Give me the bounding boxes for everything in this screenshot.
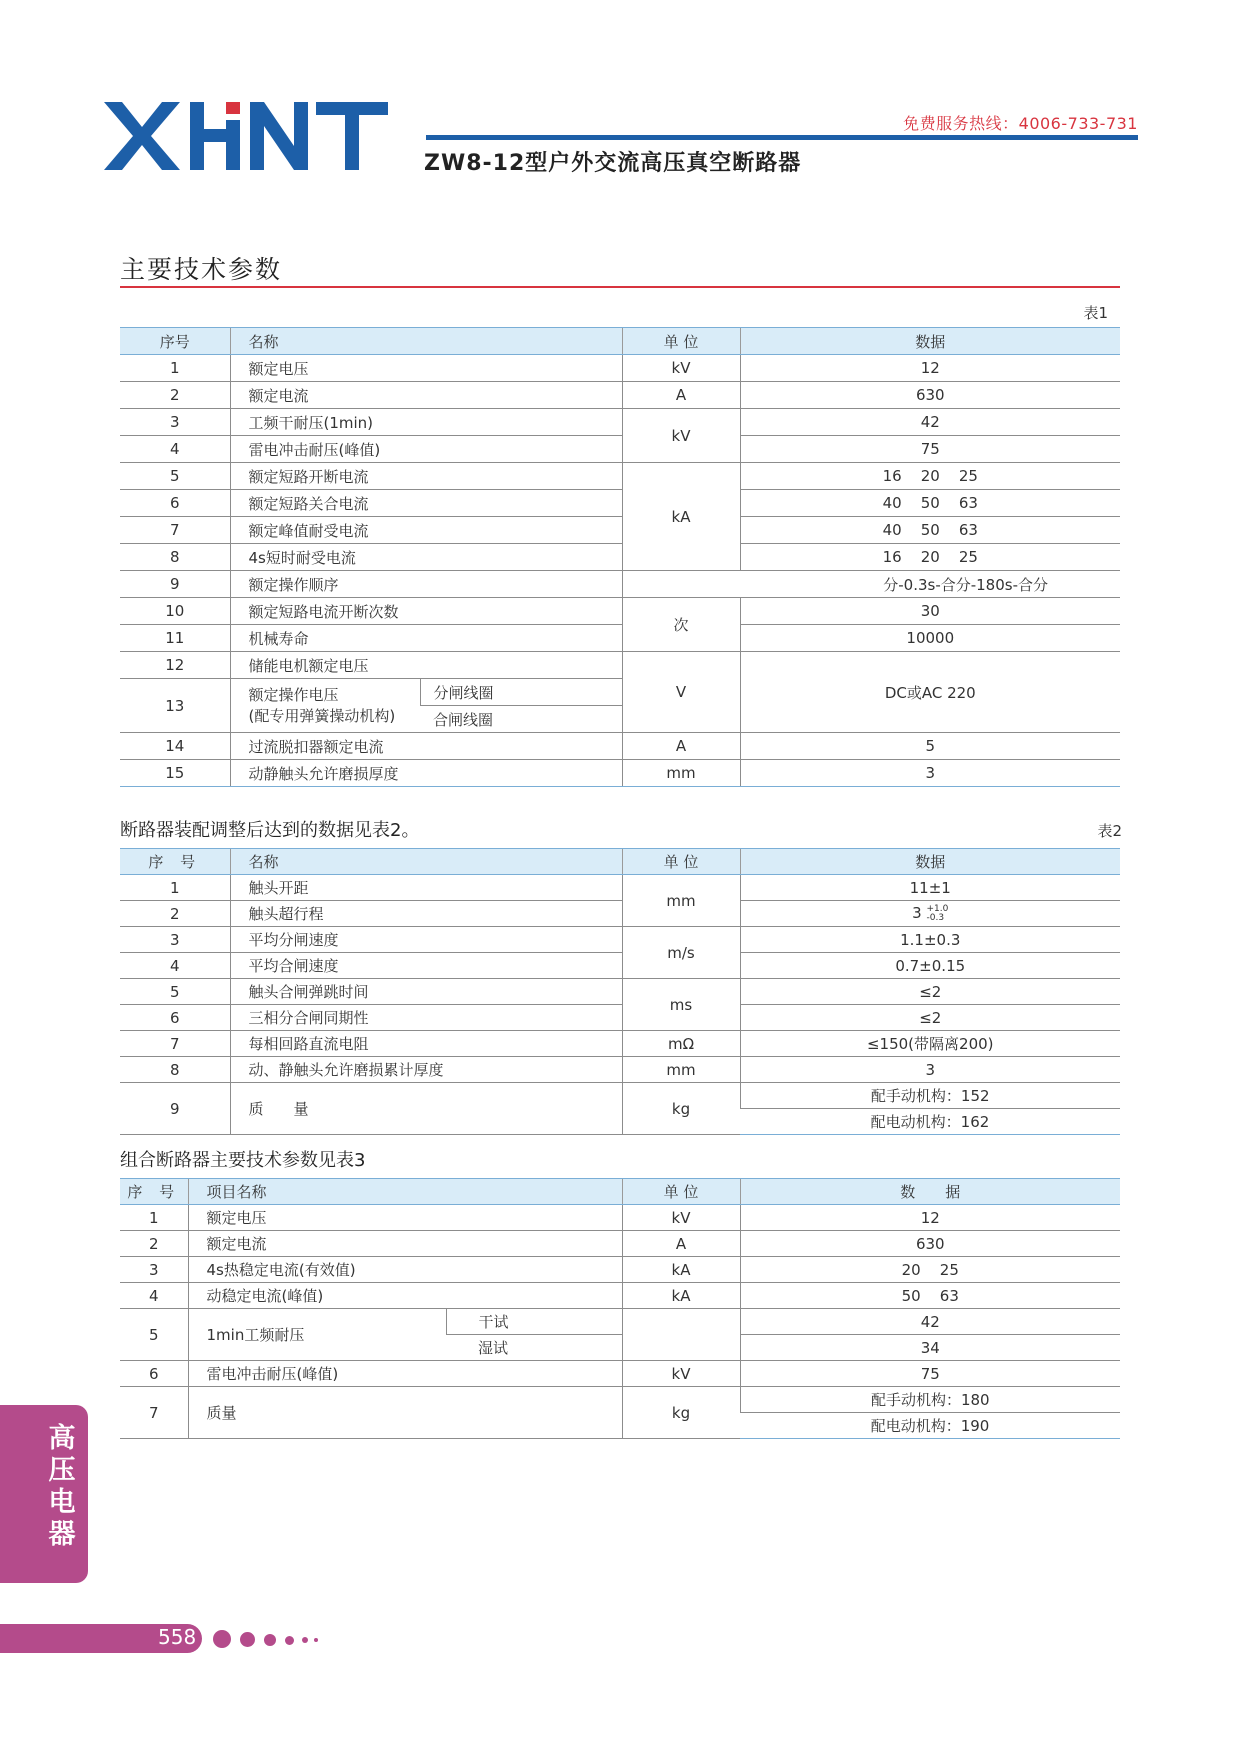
row-unit: ms	[622, 979, 740, 1031]
row-no: 5	[120, 979, 230, 1005]
row-value: 12	[740, 1205, 1120, 1231]
row-subname: 分闸线圈	[420, 679, 622, 706]
decorative-dot	[213, 1630, 231, 1648]
row-value: 10000	[740, 625, 1120, 652]
table-row	[120, 1005, 1120, 1031]
row-name: 额定电流	[230, 382, 622, 409]
row-no: 1	[120, 1205, 188, 1231]
table2-col-value: 数据	[740, 849, 1120, 875]
table-row	[120, 1205, 1120, 1231]
row-value	[740, 901, 1120, 927]
table2-header-row	[120, 849, 1120, 875]
row-no: 6	[120, 1361, 188, 1387]
table1-label: 表1	[1083, 304, 1108, 322]
table3-header-row	[120, 1179, 1120, 1205]
row-subname: 湿试	[446, 1335, 622, 1361]
table-row	[120, 355, 1120, 382]
table-row	[120, 1231, 1120, 1257]
row-value: ≤2	[740, 1005, 1120, 1031]
table-row	[120, 571, 1120, 598]
service-hotline: 免费服务热线：4006-733-731	[903, 114, 1138, 133]
row-value: 75	[740, 1361, 1120, 1387]
table-row	[120, 652, 1120, 679]
table-row	[120, 1057, 1120, 1083]
row-name-line2: (配专用弹簧操动机构)	[248, 706, 396, 725]
tolerance	[926, 905, 948, 923]
row-value: 配手动机构：180	[740, 1387, 1120, 1413]
row-name-line1: 额定操作电压	[248, 685, 339, 704]
row-name: 1min工频耐压	[188, 1309, 446, 1361]
row-name: 平均分闸速度	[230, 927, 622, 953]
row-name: 4s热稳定电流(有效值)	[188, 1257, 622, 1283]
table2-label: 表2	[1097, 822, 1122, 840]
table-row	[120, 733, 1120, 760]
row-no: 5	[120, 1309, 188, 1361]
table2-title: 断路器装配调整后达到的数据见表2。	[120, 820, 420, 841]
row-value: 630	[740, 1231, 1120, 1257]
row-name: 平均合闸速度	[230, 953, 622, 979]
tolerance-lower: -0.3	[926, 912, 945, 923]
row-name: 动稳定电流(峰值)	[188, 1283, 622, 1309]
table-row	[120, 625, 1120, 652]
row-name: 机械寿命	[230, 625, 622, 652]
row-value: DC或AC 220	[740, 652, 1120, 733]
row-unit: A	[622, 1231, 740, 1257]
row-unit: mm	[622, 760, 740, 787]
row-value: ≤150(带隔离200)	[740, 1031, 1120, 1057]
row-value: 40 50 63	[740, 490, 1120, 517]
row-unit: m/s	[622, 927, 740, 979]
table-row	[120, 1257, 1120, 1283]
row-no: 2	[120, 901, 230, 927]
decorative-dot	[302, 1637, 308, 1643]
category-label: 高压电器	[48, 1423, 76, 1550]
row-no: 6	[120, 1005, 230, 1031]
row-value: 1.1±0.3	[740, 927, 1120, 953]
document-title: ZW8-12型户外交流高压真空断路器	[424, 151, 802, 176]
row-name: 雷电冲击耐压(峰值)	[230, 436, 622, 463]
table-row	[120, 436, 1120, 463]
row-no: 7	[120, 517, 230, 544]
row-value: 3	[740, 1057, 1120, 1083]
row-value: 20 25	[740, 1257, 1120, 1283]
row-name: 触头开距	[230, 875, 622, 901]
table-row	[120, 1361, 1120, 1387]
row-value: 11±1	[740, 875, 1120, 901]
row-unit: 次	[622, 598, 740, 652]
decorative-dot	[314, 1638, 318, 1642]
row-value: 50 63	[740, 1283, 1120, 1309]
row-no: 3	[120, 409, 230, 436]
row-no: 1	[120, 355, 230, 382]
table3-col-unit: 单 位	[622, 1179, 740, 1205]
row-value: 75	[740, 436, 1120, 463]
table-row	[120, 1083, 1120, 1109]
table-row	[120, 760, 1120, 787]
tolerance-upper: +1.0	[926, 903, 949, 914]
row-no: 6	[120, 490, 230, 517]
table-row	[120, 382, 1120, 409]
section-title: 主要技术参数	[120, 255, 283, 284]
table3-col-no: 序 号	[120, 1179, 188, 1205]
row-name: 质量	[188, 1387, 622, 1439]
row-subname: 干试	[446, 1309, 622, 1335]
row-unit: mm	[622, 875, 740, 927]
row-value: 配电动机构：190	[740, 1413, 1120, 1439]
table-row	[120, 1283, 1120, 1309]
row-value: 0.7±0.15	[740, 953, 1120, 979]
table-row	[120, 1031, 1120, 1057]
row-value: 30	[740, 598, 1120, 625]
table2-col-no: 序 号	[120, 849, 230, 875]
table1-col-no: 序号	[120, 328, 230, 355]
table2-col-name: 名称	[230, 849, 622, 875]
row-unit: kA	[622, 463, 740, 571]
row-value: 42	[740, 1309, 1120, 1335]
table-row	[120, 1309, 1120, 1335]
row-unit: mm	[622, 1057, 740, 1083]
table1-header-row	[120, 328, 1120, 355]
table-row	[120, 463, 1120, 490]
row-unit: kV	[622, 409, 740, 463]
table-row	[120, 490, 1120, 517]
row-name: 过流脱扣器额定电流	[230, 733, 622, 760]
table3	[120, 1178, 1120, 1439]
row-no: 7	[120, 1387, 188, 1439]
row-name: 触头超行程	[230, 901, 622, 927]
row-name: 储能电机额定电压	[230, 652, 622, 679]
row-no: 10	[120, 598, 230, 625]
row-name: 额定操作顺序	[230, 571, 622, 598]
row-name: 质 量	[230, 1083, 622, 1135]
row-name: 额定电压	[230, 355, 622, 382]
row-no: 5	[120, 463, 230, 490]
row-unit: kg	[622, 1387, 740, 1439]
row-value: 分-0.3s-合分-180s-合分	[622, 571, 1120, 598]
table-row	[120, 409, 1120, 436]
row-name: 额定电压	[188, 1205, 622, 1231]
table2	[120, 848, 1120, 1135]
value-base: 3	[912, 904, 922, 923]
decorative-dot	[264, 1634, 276, 1646]
row-name: 额定短路电流开断次数	[230, 598, 622, 625]
row-name: 三相分合闸同期性	[230, 1005, 622, 1031]
row-no: 1	[120, 875, 230, 901]
row-unit: kV	[622, 355, 740, 382]
row-no: 2	[120, 382, 230, 409]
row-unit: kV	[622, 1361, 740, 1387]
row-no: 11	[120, 625, 230, 652]
row-unit: V	[622, 652, 740, 733]
row-unit: kA	[622, 1257, 740, 1283]
row-value: 3	[740, 760, 1120, 787]
row-unit: A	[622, 733, 740, 760]
row-no: 9	[120, 571, 230, 598]
section-rule	[120, 286, 1120, 288]
row-unit: mΩ	[622, 1031, 740, 1057]
table-row	[120, 901, 1120, 927]
row-value: 配电动机构：162	[740, 1109, 1120, 1135]
row-no: 8	[120, 544, 230, 571]
row-unit: kA	[622, 1283, 740, 1309]
row-name: 额定短路关合电流	[230, 490, 622, 517]
row-name: 额定短路开断电流	[230, 463, 622, 490]
row-name: 动、静触头允许磨损累计厚度	[230, 1057, 622, 1083]
row-name: 触头合闸弹跳时间	[230, 979, 622, 1005]
row-value: ≤2	[740, 979, 1120, 1005]
table-row	[120, 544, 1120, 571]
table1-col-value: 数据	[740, 328, 1120, 355]
table-row	[120, 953, 1120, 979]
row-value: 34	[740, 1335, 1120, 1361]
row-value: 16 20 25	[740, 463, 1120, 490]
table-row	[120, 598, 1120, 625]
row-unit: A	[622, 382, 740, 409]
decorative-dot	[240, 1632, 255, 1647]
row-no: 3	[120, 1257, 188, 1283]
table2-col-unit: 单 位	[622, 849, 740, 875]
row-no: 9	[120, 1083, 230, 1135]
table-row	[120, 875, 1120, 901]
row-name: 额定电流	[188, 1231, 622, 1257]
row-name	[230, 679, 420, 733]
row-no: 15	[120, 760, 230, 787]
row-no: 13	[120, 679, 230, 733]
table-row	[120, 979, 1120, 1005]
table1	[120, 327, 1120, 787]
row-subname: 合闸线圈	[420, 706, 622, 733]
row-no: 8	[120, 1057, 230, 1083]
row-name: 额定峰值耐受电流	[230, 517, 622, 544]
table3-title: 组合断路器主要技术参数见表3	[120, 1150, 366, 1171]
row-name: 每相回路直流电阻	[230, 1031, 622, 1057]
table-row	[120, 927, 1120, 953]
row-unit	[622, 1309, 740, 1361]
decorative-dot	[285, 1636, 294, 1645]
row-no: 3	[120, 927, 230, 953]
row-unit: kg	[622, 1083, 740, 1135]
row-no: 14	[120, 733, 230, 760]
table1-col-name: 名称	[230, 328, 622, 355]
row-no: 4	[120, 1283, 188, 1309]
row-no: 7	[120, 1031, 230, 1057]
row-name: 雷电冲击耐压(峰值)	[188, 1361, 622, 1387]
row-value: 630	[740, 382, 1120, 409]
row-no: 12	[120, 652, 230, 679]
row-value: 配手动机构：152	[740, 1083, 1120, 1109]
row-unit: kV	[622, 1205, 740, 1231]
table-row	[120, 517, 1120, 544]
row-value: 40 50 63	[740, 517, 1120, 544]
row-no: 2	[120, 1231, 188, 1257]
row-value: 5	[740, 733, 1120, 760]
row-no: 4	[120, 953, 230, 979]
row-no: 4	[120, 436, 230, 463]
row-value: 16 20 25	[740, 544, 1120, 571]
table3-col-value: 数 据	[740, 1179, 1120, 1205]
table-row	[120, 1387, 1120, 1413]
row-value: 42	[740, 409, 1120, 436]
row-name: 工频干耐压(1min)	[230, 409, 622, 436]
header-rule	[426, 135, 1138, 140]
row-name: 动静触头允许磨损厚度	[230, 760, 622, 787]
table1-col-unit: 单 位	[622, 328, 740, 355]
row-name: 4s短时耐受电流	[230, 544, 622, 571]
row-value: 12	[740, 355, 1120, 382]
table3-col-name: 项目名称	[188, 1179, 622, 1205]
xhnt-logo	[104, 100, 392, 172]
page-number: 558	[158, 1625, 197, 1649]
